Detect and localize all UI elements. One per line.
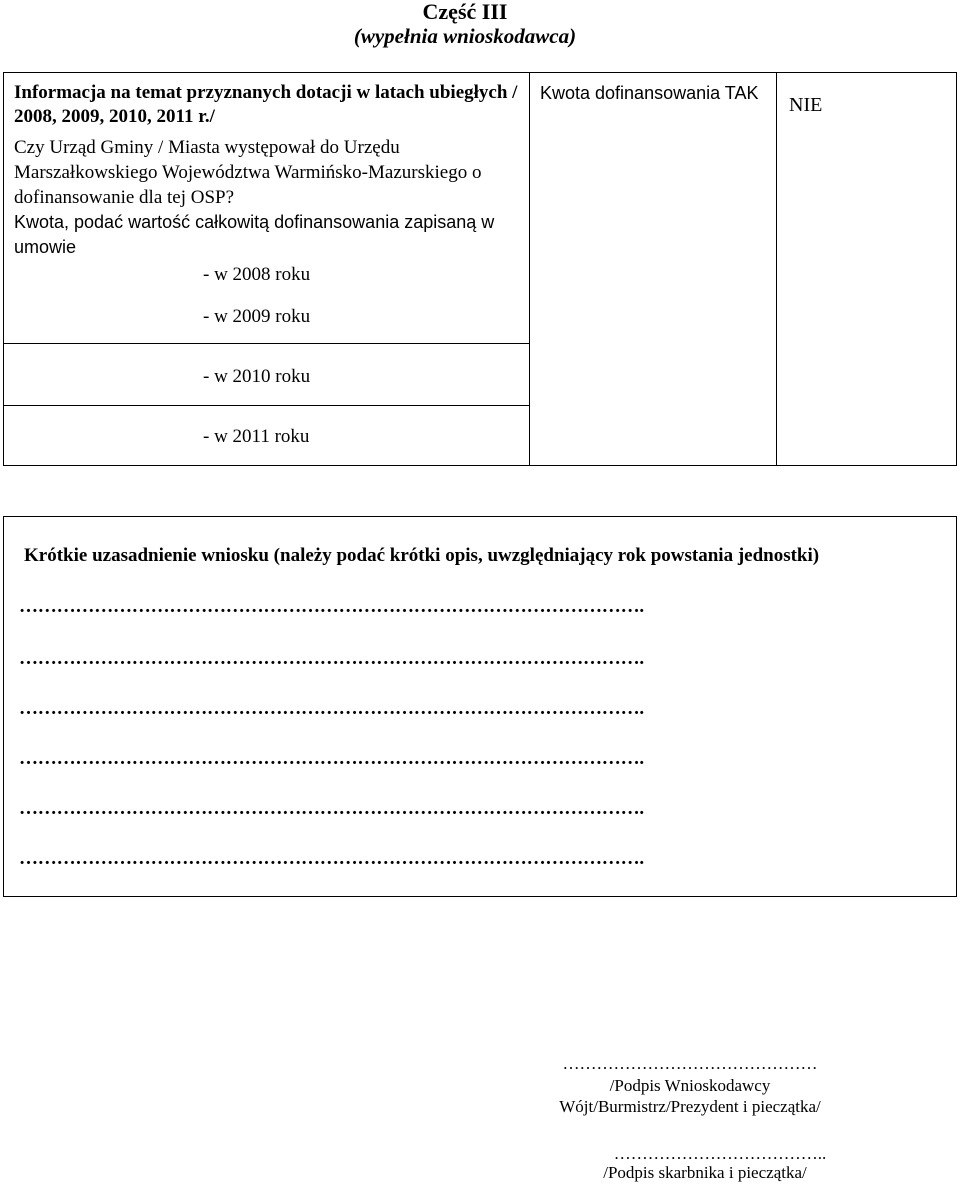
- dotted-line: ……………………………………………………………………………………….: [19, 799, 644, 819]
- amount-instruction: Kwota, podać wartość całkowitą dofinansowania zapisaną w umowie: [14, 212, 495, 257]
- section-title: Część III: [422, 0, 508, 24]
- row-divider-2009: [4, 343, 529, 344]
- amount-yes-column-header: Kwota dofinansowania TAK: [540, 83, 759, 103]
- no-column-header: NIE: [789, 94, 823, 116]
- treasurer-signature-label: /Podpis skarbnika i pieczątka/: [603, 1163, 807, 1182]
- section-subtitle: (wypełnia wnioskodawca): [353, 24, 577, 48]
- applicant-signature-line: ………………………………………: [562, 1054, 818, 1073]
- justification-title: Krótkie uzasadnienie wniosku (należy podać krótki opis, uwzględniający rok powstania jednostki): [24, 545, 820, 566]
- table-divider-2: [776, 73, 777, 465]
- justification-box: [3, 516, 957, 897]
- grant-question: Czy Urząd Gminy / Miasta występował do Urzędu Marszałkowskiego Województwa Warmińsko-Mazurskiego o dofinansowanie dla tej OSP?: [14, 137, 482, 208]
- dotted-line: ……………………………………………………………………………………….: [19, 597, 644, 617]
- dotted-line: ……………………………………………………………………………………….: [19, 849, 644, 869]
- grants-info-heading: Informacja na temat przyznanych dotacji w latach ubiegłych / 2008, 2009, 2010, 2011 r./: [14, 82, 518, 127]
- year-2008-label: - w 2008 roku: [203, 264, 311, 285]
- year-2009-label: - w 2009 roku: [203, 306, 311, 327]
- grants-table: [3, 72, 957, 466]
- year-2010-label: - w 2010 roku: [203, 366, 311, 387]
- table-divider-1: [529, 73, 530, 465]
- row-divider-2010: [4, 405, 529, 406]
- applicant-signature-label: /Podpis Wnioskodawcy: [609, 1076, 771, 1095]
- dotted-line: ……………………………………………………………………………………….: [19, 699, 644, 719]
- applicant-role-label: Wójt/Burmistrz/Prezydent i pieczątka/: [559, 1097, 821, 1116]
- dotted-line: ……………………………………………………………………………………….: [19, 749, 644, 769]
- dotted-line: ……………………………………………………………………………………….: [19, 649, 644, 669]
- year-2011-label: - w 2011 roku: [203, 426, 310, 447]
- treasurer-signature-line: ………………………………..: [613, 1144, 827, 1163]
